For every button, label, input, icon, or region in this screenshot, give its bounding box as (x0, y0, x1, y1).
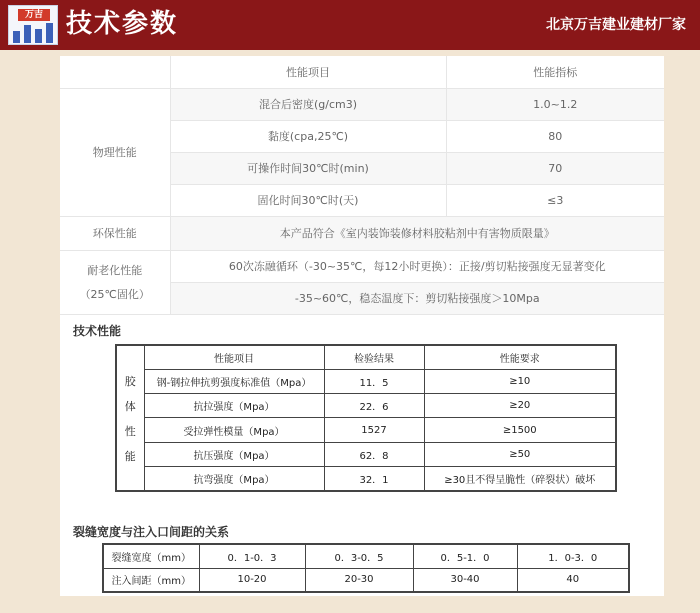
table-header-row (60, 56, 664, 88)
tech-heading: 技术性能 (73, 324, 122, 338)
side-label: 胶 体 性 能 (116, 345, 144, 491)
item-cell: 黏度(cpa,25℃) (170, 120, 446, 152)
table-header-row (116, 345, 616, 369)
item-cell: 混合后密度(g/cm3) (170, 88, 446, 120)
aging-label-line2: （25℃固化） (79, 288, 150, 301)
aging-text: -35~60℃，稳态温度下：剪切粘接强度＞10Mpa (170, 282, 664, 314)
company-name: 北京万吉建业建材厂家 (546, 17, 686, 33)
content-panel (60, 56, 664, 596)
aging-label-line1: 耐老化性能 (87, 264, 143, 277)
value-cell: 80 (446, 120, 664, 152)
value-cell: 70 (446, 152, 664, 184)
page-title: 技术参数 (66, 9, 179, 39)
table-row: 注入间距（mm） 10-20 20-30 30-40 40 (103, 568, 629, 592)
aging-text: 60次冻融循环（-30~35℃，每12小时更换）：正接/剪切粘接强度无显著变化 (170, 250, 664, 282)
logo-bars-icon (13, 23, 55, 43)
tech-properties-table (115, 344, 617, 492)
crack-spacing-table (102, 543, 630, 593)
table-row: 抗压强度（Mpa） 62．8 ≥50 (116, 442, 616, 466)
group-label-env: 环保性能 (60, 216, 170, 250)
physical-properties-table (60, 56, 664, 315)
col-header-item: 性能项目 (144, 345, 324, 369)
item-cell: 可操作时间30℃时(min) (170, 152, 446, 184)
table-row (60, 216, 664, 250)
table-row: 抗拉强度（Mpa） 22．6 ≥20 (116, 394, 616, 418)
table-row: 裂缝宽度（mm） 0．1-0．3 0．3-0．5 0．5-1．0 1．0-3．0 (103, 544, 629, 568)
row-label: 注入间距（mm） (103, 568, 199, 592)
group-label-physical: 物理性能 (60, 88, 170, 216)
logo-text: 万吉 (18, 9, 50, 21)
env-text: 本产品符合《室内装饰装修材料胶粘剂中有害物质限量》 (170, 216, 664, 250)
col-header-result: 检验结果 (324, 345, 424, 369)
table-row (60, 88, 664, 120)
value-cell: 1.0~1.2 (446, 88, 664, 120)
table-row: 抗弯强度（Mpa） 32．1 ≥30且不得呈脆性（碎裂状）破坏 (116, 466, 616, 490)
table-row (60, 250, 664, 282)
col-header-req: 性能要求 (424, 345, 616, 369)
item-cell: 固化时间30℃时(天) (170, 184, 446, 216)
header-banner (0, 0, 700, 50)
row-label: 裂缝宽度（mm） (103, 544, 199, 568)
company-logo (8, 5, 58, 45)
table-row: 受拉弹性模量（Mpa） 1527 ≥1500 (116, 418, 616, 442)
table-row: 钢-钢拉伸抗剪强度标准值（Mpa） 11．5 ≥10 (116, 369, 616, 393)
col-header-item: 性能项目 (170, 56, 446, 88)
crack-heading: 裂缝宽度与注入口间距的关系 (73, 525, 230, 539)
col-header-index: 性能指标 (446, 56, 664, 88)
group-label-aging (60, 250, 170, 314)
value-cell: ≤3 (446, 184, 664, 216)
